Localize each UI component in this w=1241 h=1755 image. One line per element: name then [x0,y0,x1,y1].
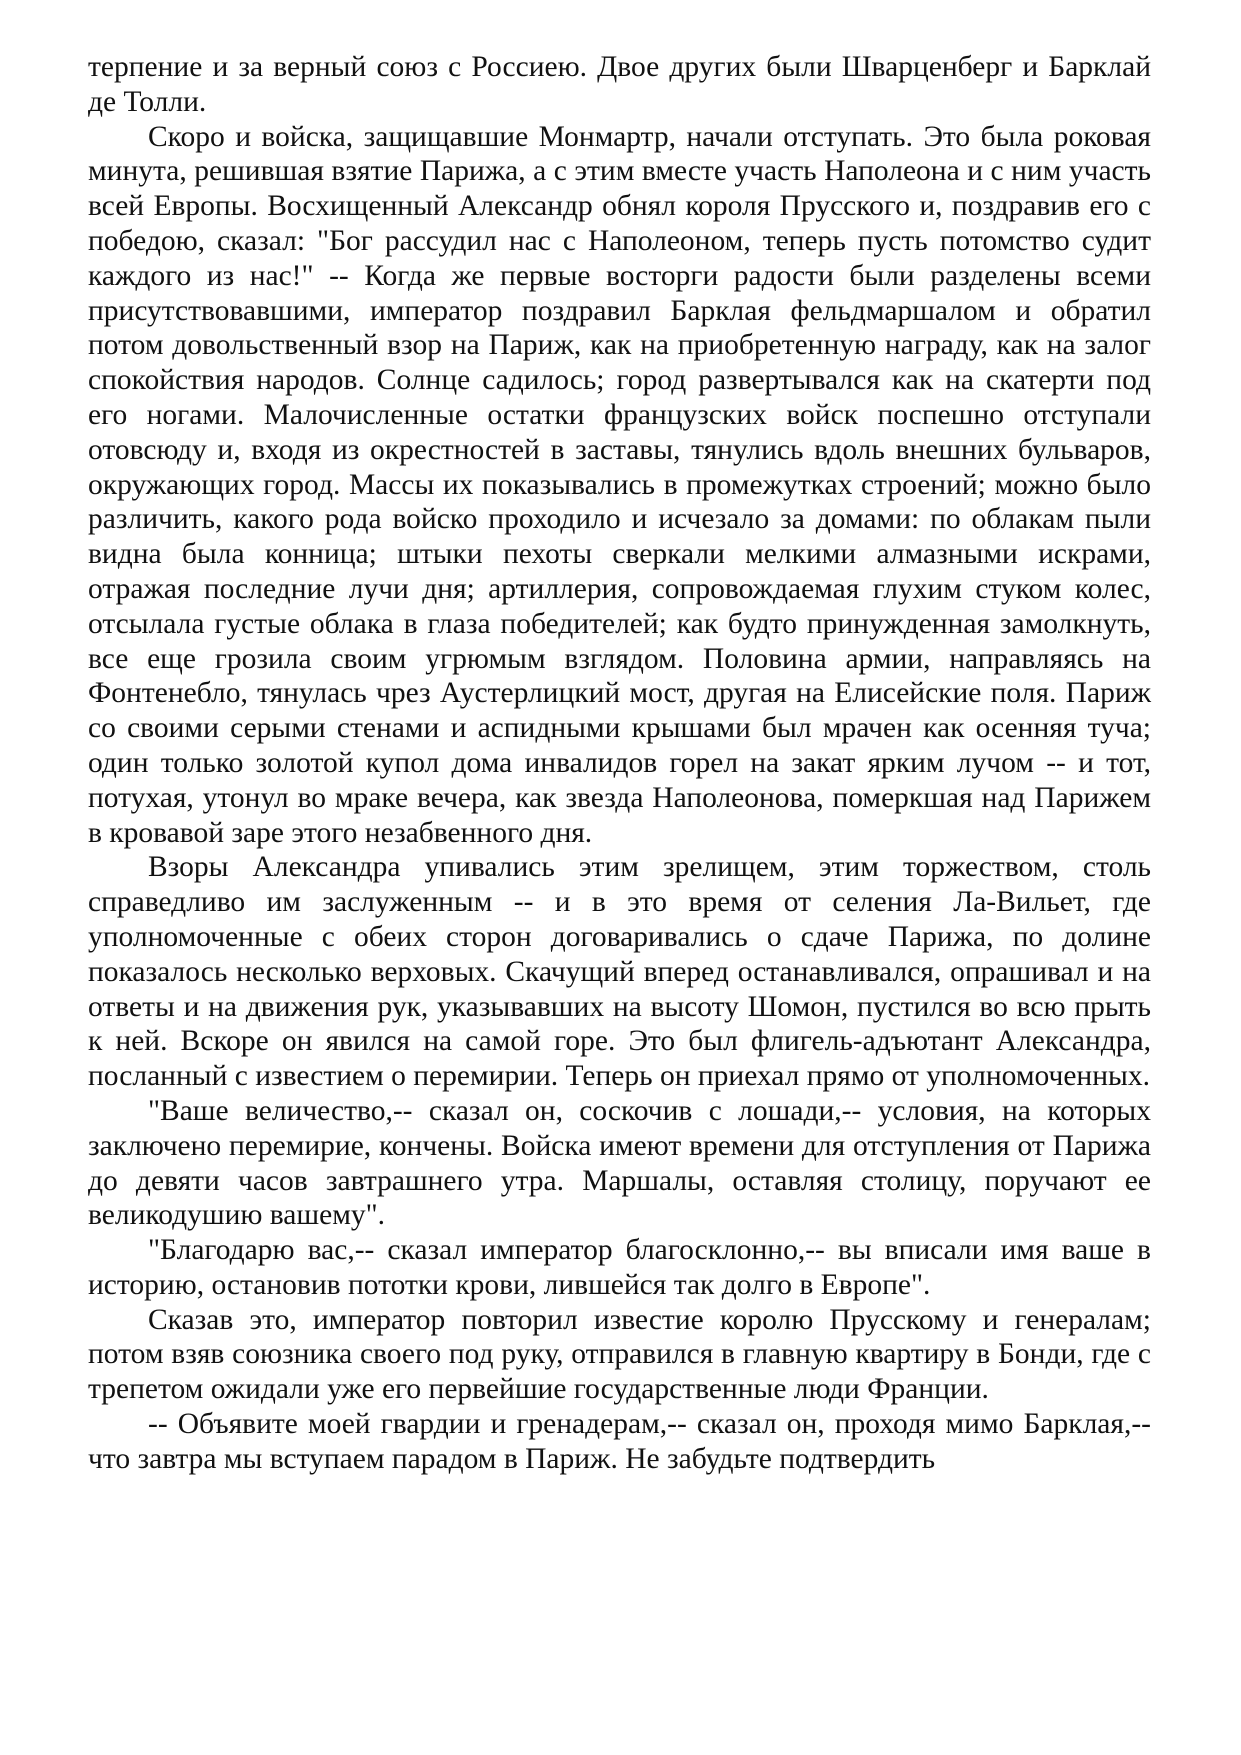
paragraph-guard-announcement: -- Объявите моей гвардии и гренадерам,-- сказал он, проходя мимо Барклая,-- что завтра мы вступаем парадом в Париж. Не забудьте подтвердить [88,1408,1151,1475]
paragraph-alexander-gaze: Взоры Александра упивались этим зрелищем, этим торжеством, столь справедливо им заслуженным -- и в это время от селения Ла-Вильет, где уполномоченные с обеих сторон договаривались о сдаче Парижа, по долине показалось несколько верховых. Скачущий вперед останавливался, опрашивал и на ответы и на движения рук, указывавших на высоту Шомон, пустился во всю прыть к ней. Вскоре он явился на самой горе. Это был флигель-адъютант Александра, посланный с известием о перемирии. Теперь он приехал прямо от уполномоченных. [88,851,1151,1093]
paragraph-headquarters-bondi: Сказав это, император повторил известие королю Прусскому и генералам; потом взяв союзника своего под руку, отправился в главную квартиру в Бонди, где с трепетом ожидали уже его первейшие государственные люди Франции. [88,1303,1151,1406]
paragraph-adjutant-report: "Ваше величество,-- сказал он, соскочив с лошади,-- условия, на которых заключено перемирие, кончены. Войска имеют времени для отступления от Парижа до девяти часов завтрашнего утра. Маршалы, оставляя столицу, поручают ее великодушию вашему". [88,1094,1151,1232]
paragraph-continuation: терпение и за верный союз с Россиею. Двое других были Шварценберг и Барклай де Толли. [88,51,1151,118]
document-page [88,50,1151,1477]
paragraph-emperor-thanks: "Благодарю вас,-- сказал император благосклонно,-- вы вписали имя ваше в историю, остановив пототки крови, лившейся так долго в Европе". [88,1234,1151,1301]
paragraph-montmartre-retreat: Скоро и войска, защищавшие Монмартр, начали отступать. Это была роковая минута, решившая взятие Парижа, а с этим вместе участь Наполеона и с ним участь всей Европы. Восхищенный Александр обнял короля Прусского и, поздравив его с победою, сказал: "Бог рассудил нас с Наполеоном, теперь пусть потомство судит каждого из нас!" -- Когда же первые восторги радости были разделены всеми присутствовавшими, император поздравил Барклая фельдмаршалом и обратил потом довольственный взор на Париж, как на приобретенную награду, как на залог спокойствия народов. Солнце садилось; город развертывался как на скатерти под его ногами. Малочисленные остатки французских войск поспешно отступали отовсюду и, входя из окрестностей в заставы, тянулись вдоль внешних бульваров, окружающих город. Массы их показывались в промежутках строений; можно было различить, какого рода войско проходило и исчезало за домами: по облакам пыли видна была конница; штыки пехоты сверкали мелкими алмазными искрами, отражая последние лучи дня; артиллерия, сопровождаемая глухим стуком колес, отсылала густые облака в глаза победителей; как будто принужденная замолкнуть, все еще грозила своим угрюмым взглядом. Половина армии, направляясь на Фонтенебло, тянулась чрез Аустерлицкий мост, другая на Елисейские поля. Париж со своими серыми стенами и аспидными крышами был мрачен как осенняя туча; один только золотой купол дома инвалидов горел на закат ярким лучом -- и тот, потухая, утонул во мраке вечера, как звезда Наполеонова, померкшая над Парижем в кровавой заре этого незабвенного дня. [88,120,1151,849]
